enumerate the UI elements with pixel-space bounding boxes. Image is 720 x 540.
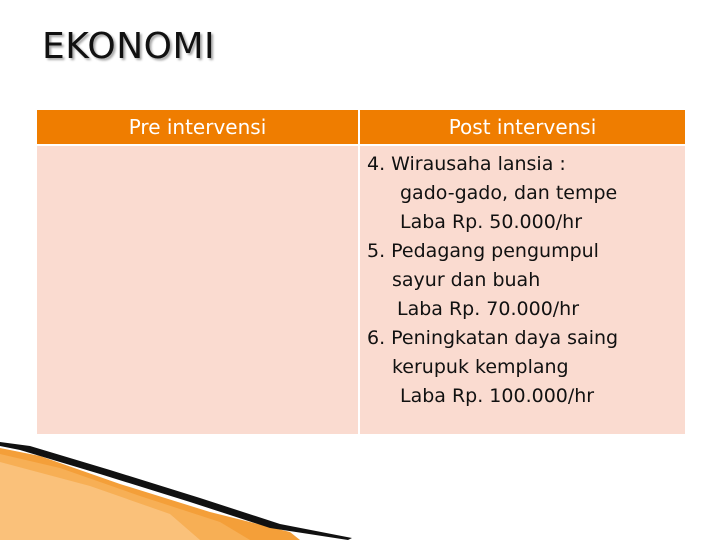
- item-profit: Laba Rp. 70.000/hr: [396, 298, 580, 320]
- item-profit: Laba Rp. 100.000/hr: [399, 385, 595, 407]
- header-pre-intervensi: Pre intervensi: [37, 110, 359, 145]
- comparison-table: [37, 110, 685, 434]
- list-item: [360, 324, 685, 411]
- post-intervensi-cell: [359, 145, 685, 434]
- item-detail: sayur dan buah: [391, 269, 541, 291]
- header-post-intervensi: Post intervensi: [359, 110, 685, 145]
- pre-intervensi-cell: [37, 145, 359, 434]
- item-detail: gado-gado, dan tempe: [399, 182, 618, 204]
- item-title: 4. Wirausaha lansia :: [366, 153, 566, 175]
- list-item: [360, 237, 685, 324]
- decorative-stripe: [0, 440, 360, 540]
- swoosh-graphic: [0, 440, 360, 540]
- item-profit: Laba Rp. 50.000/hr: [399, 211, 583, 233]
- post-intervensi-list: [360, 146, 685, 411]
- item-detail: kerupuk kemplang: [391, 356, 569, 378]
- slide-title: EKONOMI: [42, 26, 216, 67]
- item-title: 5. Pedagang pengumpul: [366, 240, 599, 262]
- table-header-row: [37, 110, 685, 145]
- table-row: [37, 145, 685, 434]
- item-title: 6. Peningkatan daya saing: [366, 327, 619, 349]
- list-item: [360, 150, 685, 237]
